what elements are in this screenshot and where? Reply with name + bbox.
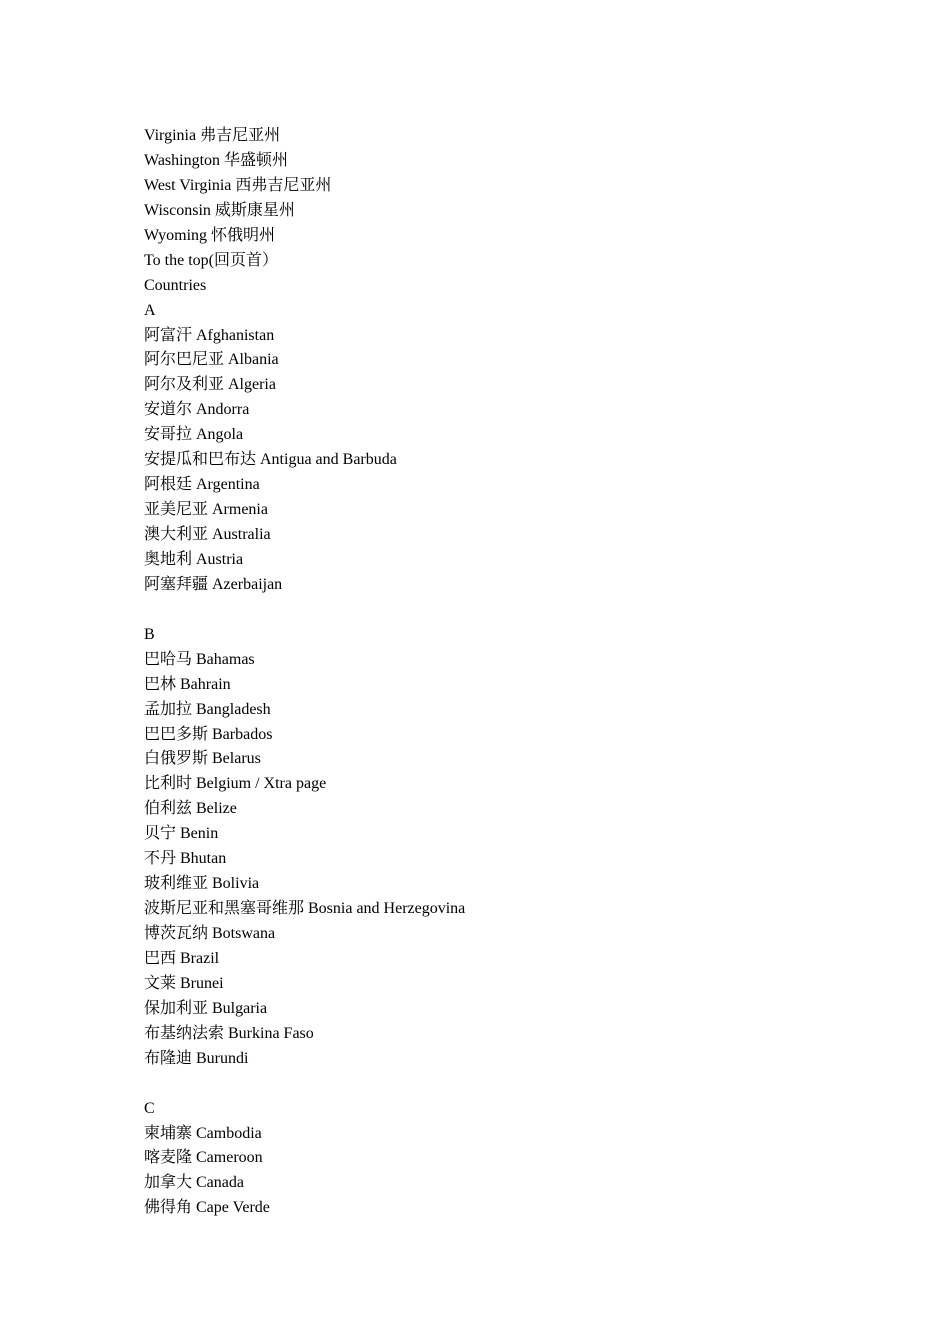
country-andorra: 安道尔 Andorra xyxy=(144,401,250,419)
country-botswana: 博茨瓦纳 Botswana xyxy=(144,925,276,942)
to-the-top-link[interactable]: To the top(回页首） xyxy=(144,251,278,269)
us-state-washington: Washington 华盛顿州 xyxy=(144,151,289,169)
country-argentina: 阿根廷 Argentina xyxy=(144,476,260,494)
country-burkina-faso: 布基纳法索 Burkina Faso xyxy=(144,1024,314,1042)
country-austria: 奥地利 Austria xyxy=(144,550,244,568)
us-state-west-virginia: West Virginia 西弗吉尼亚州 xyxy=(144,176,332,194)
country-barbados: 巴巴多斯 Barbados xyxy=(144,725,273,743)
country-antigua-and-barbuda: 安提瓜和巴布达 Antigua and Barbuda xyxy=(144,451,397,469)
country-bosnia-and-herzegovina: 波斯尼亚和黑塞哥维那 Bosnia and Herzegovina xyxy=(144,900,466,918)
country-armenia: 亚美尼亚 Armenia xyxy=(144,501,268,519)
country-bulgaria: 保加利亚 Bulgaria xyxy=(144,999,268,1017)
us-state-virginia: Virginia 弗吉尼亚州 xyxy=(144,127,281,144)
country-afghanistan: 阿富汗 Afghanistan xyxy=(144,326,275,344)
country-cambodia: 柬埔寨 Cambodia xyxy=(144,1124,262,1142)
country-azerbaijan: 阿塞拜疆 Azerbaijan xyxy=(144,575,283,593)
countries-heading: Countries xyxy=(144,276,207,294)
document-page xyxy=(144,124,904,1221)
section-letter-a: A xyxy=(144,301,156,319)
country-bhutan: 不丹 Bhutan xyxy=(144,850,227,868)
country-belgium: 比利时 Belgium / Xtra page xyxy=(144,775,327,793)
country-belarus: 白俄罗斯 Belarus xyxy=(144,750,261,768)
country-albania: 阿尔巴尼亚 Albania xyxy=(144,351,279,369)
country-bolivia: 玻利维亚 Bolivia xyxy=(144,875,260,893)
country-brazil: 巴西 Brazil xyxy=(144,949,220,967)
country-cape-verde: 佛得角 Cape Verde xyxy=(144,1199,270,1217)
us-state-wyoming: Wyoming 怀俄明州 xyxy=(144,226,276,244)
country-bahamas: 巴哈马 Bahamas xyxy=(144,650,255,668)
section-letter-c: C xyxy=(144,1099,155,1117)
country-burundi: 布隆迪 Burundi xyxy=(144,1049,249,1067)
country-belize: 伯利兹 Belize xyxy=(144,800,237,818)
country-cameroon: 喀麦隆 Cameroon xyxy=(144,1149,263,1167)
country-angola: 安哥拉 Angola xyxy=(144,426,244,444)
country-bahrain: 巴林 Bahrain xyxy=(144,675,231,693)
blank-line xyxy=(144,598,904,623)
country-algeria: 阿尔及利亚 Algeria xyxy=(144,376,276,394)
us-state-wisconsin: Wisconsin 威斯康星州 xyxy=(144,201,295,219)
country-bangladesh: 孟加拉 Bangladesh xyxy=(144,700,271,718)
country-australia: 澳大利亚 Australia xyxy=(144,526,271,543)
country-brunei: 文莱 Brunei xyxy=(144,974,224,992)
country-benin: 贝宁 Benin xyxy=(144,825,219,843)
country-canada: 加拿大 Canada xyxy=(144,1174,244,1192)
section-letter-b: B xyxy=(144,625,155,643)
blank-line xyxy=(144,1072,904,1097)
